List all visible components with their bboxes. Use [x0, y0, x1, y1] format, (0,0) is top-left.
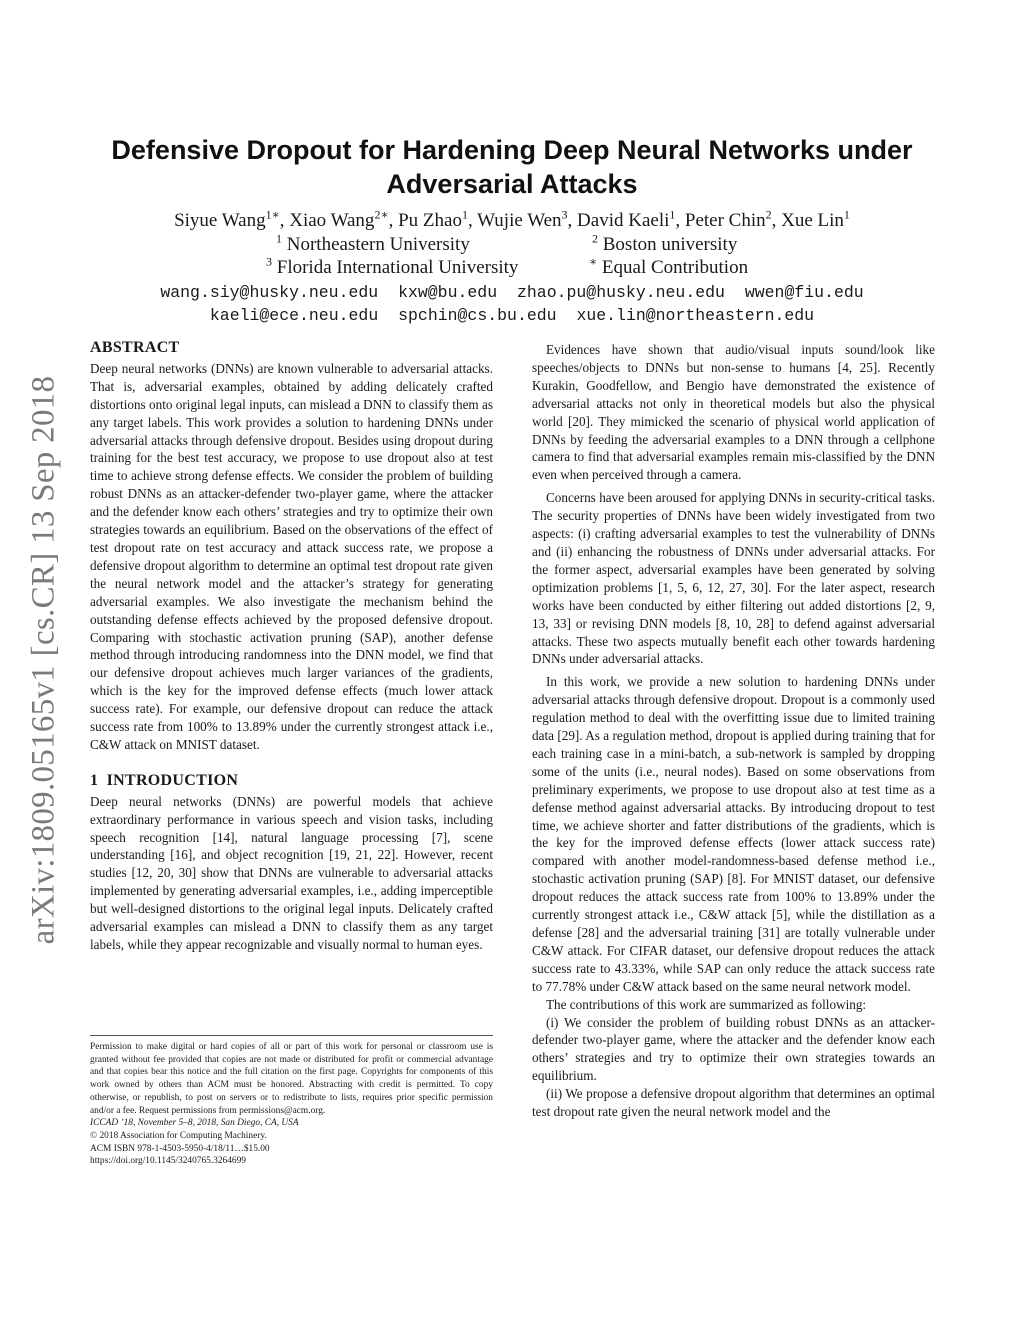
- author-list: [60, 207, 964, 232]
- footnote-divider: [90, 1035, 493, 1036]
- introduction-heading: 1 INTRODUCTION: [90, 771, 239, 789]
- author: Xue Lin$^1$: [781, 207, 850, 231]
- affiliation-3: $^3$ Florida International University: [266, 254, 519, 278]
- email-line-1: wang.siy@husky.neu.edu kxw@bu.edu zhao.pu@husky.neu.edu wwen@fiu.edu: [160, 283, 864, 302]
- permission-notice: Permission to make digital or hard copies of all or part of this work for personal or classroom use is granted without fee provided that copies are not made or distributed for profit or commercial advantage and that copies bear this notice and the full citation on the first page. Copyrights for components of this work owned by others than ACM must be honored. Abstracting with credit is permitted. To copy otherwise, or republish, to post on servers or to redistribute to lists, requires prior specific permission and/or a fee. Request permissions from permissions@acm.org.: [90, 1042, 493, 1116]
- body-paragraph: In this work, we provide a new solution to hardening DNNs under adversarial attacks through defensive dropout. Dropout is a commonly used regulation method to deal with the overfitting issue due to limited training data [29]. As a regulation method, dropout is applied during training that for each training case in a mini-batch, a sub-network is sampled by dropping some of the units (i.e., neural nodes). Based on some observations from preliminary experiments, we propose to use dropout also at test time as a defense method against adversarial attacks. By introducing dropout to test time, we achieve shorter and fatter distributions of the gradients, which is the key for the improved defense effects (lower attack success rate) compared with another model-randomness-based defense method i.e., stochastic activation pruning (SAP) [8]. For MNIST dataset, our defensive dropout reduces the attack success rate from 100% to 13.89% under the currently strongest attack i.e., C&W attack [5], while the distillation as a defense [28] and the adversarial training [31] are totally vulnerable under C&W attack. For CIFAR dataset, our defensive dropout reduces the attack success rate to 43.33%, while SAP can only reduce the attack success rate to 77.78% under C&W attack based on the same neural network model.: [532, 674, 935, 994]
- title-line-1: Defensive Dropout for Hardening Deep Neural Networks under: [111, 135, 913, 165]
- body-paragraph: (i) We consider the problem of building robust DNNs as an attacker-defender two-player game, where the attacker and the defender know each others’ strategies and try to optimize their own strategies towards an equilibrium.: [532, 1014, 935, 1084]
- author: Xiao Wang$^{2∗}$,: [289, 207, 399, 231]
- left-column: [90, 339, 493, 954]
- abstract-heading: ABSTRACT: [90, 339, 180, 356]
- affiliation-1: $^1$ Northeastern University: [276, 231, 470, 255]
- abstract-text: Deep neural networks (DNNs) are known vulnerable to adversarial attacks. That is, adversarial examples, obtained by adding delicately crafted distortions onto original legal inputs, can mislead a DNN to classify them as any target labels. This work provides a solution to hardening DNNs under adversarial attacks through defensive dropout. Besides using dropout during training for the best test accuracy, we propose to use dropout also at test time to achieve strong defense effects. We consider the problem of building robust DNNs as an attacker-defender two-player game, where the attacker and the defender know each others’ strategies and try to optimize their own strategies towards an equilibrium. Based on the observations of the effect of test dropout rate on test accuracy and attack success rate, we propose a defensive dropout algorithm to determine an optimal test dropout rate given the neural network model and the attacker’s strategy for generating adversarial examples. We also investigate the mechanism behind the outstanding defense effects achieved by the proposed defensive dropout. Comparing with stochastic activation pruning (SAP), another defense method through introducing randomness into the DNN model, we find that our defensive dropout achieves much larger variances of the gradients, which is the key for the improved defense effects (much lower attack success rate). For example, our defensive dropout can reduce the attack success rate from 100% to 13.89% under the currently strongest attack i.e., C&W attack on MNIST dataset.: [90, 360, 493, 752]
- arxiv-stamp: arXiv:1809.05165v1 [cs.CR] 13 Sep 2018: [25, 375, 62, 945]
- copyright-line: © 2018 Association for Computing Machinery.: [90, 1130, 267, 1141]
- affiliation-2: $^2$ Boston university: [592, 231, 738, 255]
- body-paragraph: Evidences have shown that audio/visual inputs sound/look like speeches/objects to DNNs but non-sense to humans [4, 25]. Recently Kurakin, Goodfellow, and Bengio have demonstrated the existence of adversarial attacks not only in theoretical models but also the physical world [20]. They mimicked the scenario of physical world application of DNNs by feeding the adversarial examples to a DNN through a cellphone camera to find that adversarial examples remain mis-classified by the DNN even when perceived through a camera.: [532, 342, 935, 483]
- copyright-footnote: [90, 1041, 493, 1168]
- paper-title: [60, 133, 964, 201]
- equal-contribution-note: ∗ Equal Contribution: [589, 254, 749, 278]
- doi-link[interactable]: https://doi.org/10.1145/3240765.3264699: [90, 1156, 246, 1167]
- body-paragraph: Concerns have been aroused for applying DNNs in security-critical tasks. The security properties of DNNs have been widely investigated from two aspects: (i) crafting adversarial examples to test the vulnerability of DNNs and (ii) enhancing the robustness of DNNs under adversarial attacks. For the former aspect, adversarial examples have been generated by solving optimization problems [1, 5, 6, 12, 27, 30]. For the later aspect, research works have been conducted by either filtering out added distortions [2, 9, 13, 33] or revising DNN models [8, 10, 28] to defend against adversarial attacks. These two aspects mutually benefit each other towards hardening DNNs under adversarial attacks.: [532, 490, 935, 667]
- author: Siyue Wang$^{1∗}$,: [174, 207, 290, 231]
- isbn-line: ACM ISBN 978-1-4503-5950-4/18/11…$15.00: [90, 1143, 270, 1154]
- author: David Kaeli$^1$,: [577, 207, 685, 231]
- introduction-paragraph: Deep neural networks (DNNs) are powerful models that achieve extraordinary performance in various speech and vision tasks, including speech recognition [14], natural language processing [7], scene understanding [16], and object recognition [19, 21, 22]. However, recent studies [12, 20, 30] show that DNNs are vulnerable to adversarial attacks implemented by generating adversarial examples, i.e., adding imperceptible but well-designed distortions to the original legal inputs. Delicately crafted adversarial examples can mislead a DNN to classify them as any target labels, while they appear recognizable and visually normal to human eyes.: [90, 793, 493, 952]
- email-line-2: kaeli@ece.neu.edu spchin@cs.bu.edu xue.lin@northeastern.edu: [209, 306, 815, 325]
- body-paragraph: (ii) We propose a defensive dropout algorithm that determines an optimal test dropout rate given the neural network model and the: [532, 1086, 935, 1120]
- author: Wujie Wen$^3$,: [477, 207, 578, 231]
- conference-info: ICCAD ’18, November 5–8, 2018, San Diego, CA, USA: [90, 1118, 299, 1129]
- author: Pu Zhao$^1$,: [398, 207, 478, 231]
- author: Peter Chin$^2$,: [684, 207, 782, 231]
- body-paragraph: The contributions of this work are summarized as following:: [546, 996, 867, 1012]
- right-column: [532, 341, 935, 1121]
- title-line-2: Adversarial Attacks: [386, 169, 638, 199]
